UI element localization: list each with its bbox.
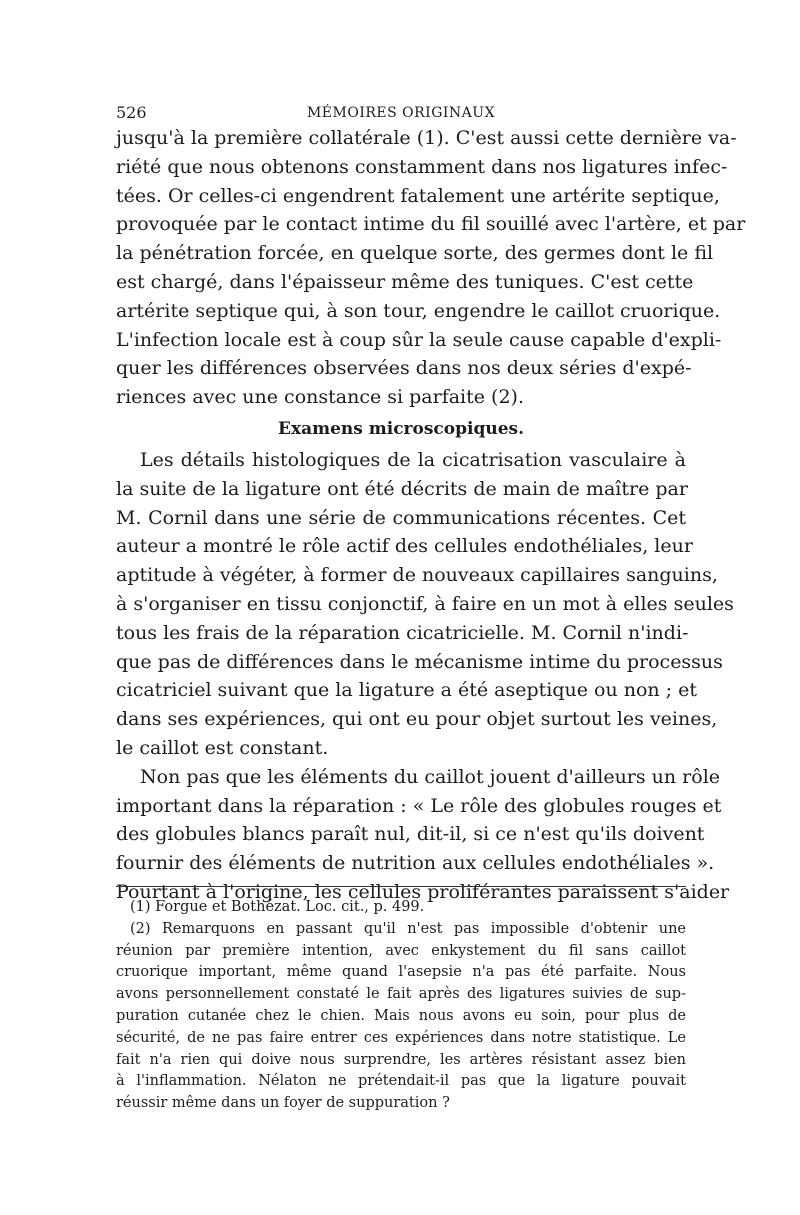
running-title: MÉMOIRES ORIGINAUX bbox=[306, 105, 496, 121]
text-line: cruorique important, même quand l'asepsie n'a pas été parfaite. Nous bbox=[116, 964, 686, 981]
paragraph bbox=[116, 446, 734, 763]
page-number: 526 bbox=[116, 103, 147, 122]
main-text bbox=[116, 124, 746, 907]
text-line: provoquée par le contact intime du fil souillé avec l'artère, et par bbox=[116, 213, 746, 236]
paragraph bbox=[116, 124, 746, 412]
text-line: puration cutanée chez le chien. Mais nous avons eu soin, pour plus de bbox=[116, 1007, 686, 1024]
footnote-divider bbox=[116, 886, 686, 887]
text-line: riété que nous obtenons constamment dans nos ligatures infec- bbox=[116, 155, 728, 178]
text-line: sécurité, de ne pas faire entrer ces expériences dans notre statistique. Le bbox=[116, 1029, 686, 1046]
text-line: riences avec une constance si parfaite (2). bbox=[116, 386, 524, 409]
footnote-2 bbox=[116, 919, 686, 1115]
text-line: à l'inflammation. Nélaton ne prétendait-il pas que la ligature pouvait bbox=[116, 1073, 686, 1090]
text-line: des globules blancs paraît nul, dit-il, si ce n'est qu'ils doivent bbox=[116, 823, 705, 846]
text-line: important dans la réparation : « Le rôle des globules rouges et bbox=[116, 794, 722, 817]
text-line: M. Cornil dans une série de communications récentes. Cet bbox=[116, 506, 686, 529]
text-line: aptitude à végéter, à former de nouveaux capillaires sanguins, bbox=[116, 564, 718, 587]
text-line: auteur a montré le rôle actif des cellules endothéliales, leur bbox=[116, 535, 693, 558]
page-header bbox=[116, 101, 686, 125]
text-line: tées. Or celles-ci engendrent fatalement une artérite septique, bbox=[116, 184, 720, 207]
text-line: fait n'a rien qui doive nous surprendre, les artères résistant assez bien bbox=[116, 1051, 686, 1068]
text-line: tous les frais de la réparation cicatricielle. M. Cornil n'indi- bbox=[116, 621, 689, 644]
text-line: la pénétration forcée, en quelque sorte, des germes dont le fil bbox=[116, 242, 714, 265]
text-line: (2) Remarquons en passant qu'il n'est pas impossible d'obtenir une bbox=[130, 920, 686, 937]
text-line: réunion par première intention, avec enkystement du fil sans caillot bbox=[116, 942, 686, 959]
text-line: réussir même dans un foyer de suppuration ? bbox=[116, 1095, 450, 1112]
text-line: à s'organiser en tissu conjonctif, à faire en un mot à elles seules bbox=[116, 592, 734, 615]
text-line: artérite septique qui, à son tour, engendre le caillot cruorique. bbox=[116, 299, 721, 322]
text-line: fournir des éléments de nutrition aux cellules endothéliales ». bbox=[116, 852, 715, 875]
text-line: L'infection locale est à coup sûr la seule cause capable d'expli- bbox=[116, 328, 722, 351]
text-line: Pourtant à l'origine, les cellules proliférantes paraissent s'aider bbox=[116, 880, 730, 903]
text-line: avons personnellement constaté le fait après des ligatures suivies de sup- bbox=[116, 986, 686, 1003]
text-line: que pas de différences dans le mécanisme intime du processus bbox=[116, 650, 723, 673]
text-line: la suite de la ligature ont été décrits de main de maître par bbox=[116, 477, 688, 500]
text-line: dans ses expériences, qui ont eu pour objet surtout les veines, bbox=[116, 708, 718, 731]
text-line: Les détails histologiques de la cicatrisation vasculaire à bbox=[140, 448, 686, 471]
footnotes bbox=[116, 897, 686, 1115]
text-line: jusqu'à la première collatérale (1). C'est aussi cette dernière va- bbox=[116, 127, 737, 149]
text-line: Non pas que les éléments du caillot jouent d'ailleurs un rôle bbox=[140, 765, 721, 788]
text-line: quer les différences observées dans nos deux séries d'expé- bbox=[116, 357, 692, 380]
footnote-1: (1) Forgue et Bothézat. Loc. cit., p. 499. bbox=[130, 899, 425, 915]
text-line: le caillot est constant. bbox=[116, 736, 329, 759]
text-line: est chargé, dans l'épaisseur même des tuniques. C'est cette bbox=[116, 270, 694, 293]
text-line: cicatriciel suivant que la ligature a été aseptique ou non ; et bbox=[116, 679, 698, 702]
section-heading: Examens microscopiques. bbox=[277, 418, 524, 439]
